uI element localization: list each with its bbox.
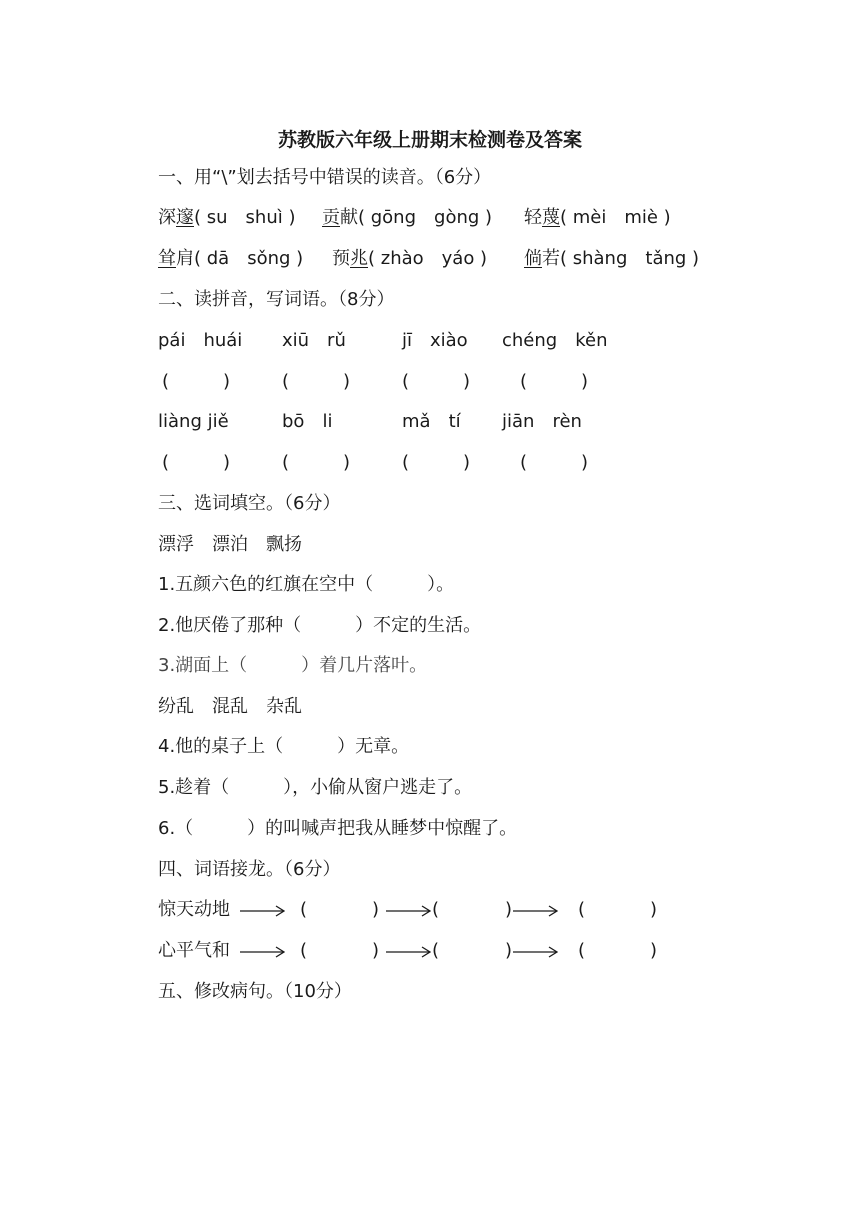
word-char: 献 xyxy=(340,207,358,228)
pinyin-prompt: liàng jiě xyxy=(158,411,229,432)
arrow-icon xyxy=(386,939,431,963)
question-2: 2.他厌倦了那种（ ）不定的生活。 xyxy=(158,615,482,636)
pinyin-options: ( shàng tǎng ) xyxy=(560,248,700,269)
arrow-icon xyxy=(513,898,558,922)
underlined-char: 耸 xyxy=(158,248,176,269)
pinyin-options: ( dā sǒng ) xyxy=(194,248,304,269)
pinyin-options: ( gōng gòng ) xyxy=(358,207,493,228)
word-choices-1: 漂浮 漂泊 飘扬 xyxy=(158,534,302,555)
word-char: 轻 xyxy=(524,207,542,228)
pinyin-options: ( zhào yáo ) xyxy=(368,248,488,269)
chain-start-word-2: 心平气和 xyxy=(158,940,230,961)
word-char: 预 xyxy=(332,248,350,269)
pinyin-prompt: bō li xyxy=(282,411,333,432)
underlined-char: 贡 xyxy=(322,207,340,228)
arrow-icon xyxy=(386,898,431,922)
arrow-icon xyxy=(240,898,285,922)
answer-blank[interactable]: ( ) xyxy=(162,371,231,392)
pinyin-item xyxy=(332,247,487,271)
blank-open-paren[interactable]: ( xyxy=(432,940,440,961)
page-title: 苏教版六年级上册期末检测卷及答案 xyxy=(277,129,582,151)
pinyin-item xyxy=(158,206,295,230)
pinyin-options: ( mèi miè ) xyxy=(560,207,671,228)
question-4: 4.他的桌子上（ ）无章。 xyxy=(158,736,410,757)
blank-open-paren[interactable]: ( xyxy=(578,899,586,920)
word-char: 若 xyxy=(542,248,560,269)
chain-start-word-1: 惊天动地 xyxy=(158,899,230,920)
pinyin-prompt: chéng kěn xyxy=(502,330,608,351)
blank-open-paren[interactable]: ( xyxy=(300,940,308,961)
answer-blank[interactable]: ( ) xyxy=(162,452,231,473)
word-char: 深 xyxy=(158,207,176,228)
answer-blank[interactable]: ( ) xyxy=(282,452,351,473)
answer-blank[interactable]: ( ) xyxy=(520,452,589,473)
underlined-char: 兆 xyxy=(350,248,368,269)
section-5-heading: 五、修改病句。（10分） xyxy=(158,981,352,1002)
pinyin-prompt: mǎ tí xyxy=(402,411,461,432)
word-char: 肩 xyxy=(176,248,194,269)
section-2-heading: 二、读拼音，写词语。（8分） xyxy=(158,289,395,310)
pinyin-item xyxy=(322,206,492,230)
pinyin-item xyxy=(524,247,699,271)
blank-close-paren[interactable]: ) xyxy=(372,940,380,961)
blank-open-paren[interactable]: ( xyxy=(578,940,586,961)
question-5: 5.趁着（ ），小偷从窗户逃走了。 xyxy=(158,777,473,798)
pinyin-prompt: xiū rǔ xyxy=(282,330,346,351)
pinyin-item xyxy=(524,206,671,230)
underlined-char: 倘 xyxy=(524,248,542,269)
blank-open-paren[interactable]: ( xyxy=(300,899,308,920)
blank-open-paren[interactable]: ( xyxy=(432,899,440,920)
arrow-icon xyxy=(513,939,558,963)
question-3: 3.湖面上（ ）着几片落叶。 xyxy=(158,655,428,676)
answer-blank[interactable]: ( ) xyxy=(520,371,589,392)
section-3-heading: 三、选词填空。（6分） xyxy=(158,493,341,514)
question-1: 1.五颜六色的红旗在空中（ ）。 xyxy=(158,574,455,595)
section-4-heading: 四、词语接龙。（6分） xyxy=(158,859,341,880)
pinyin-item xyxy=(158,247,303,271)
underlined-char: 邃 xyxy=(176,207,194,228)
answer-blank[interactable]: ( ) xyxy=(402,452,471,473)
pinyin-prompt: jī xiào xyxy=(402,330,468,351)
blank-close-paren[interactable]: ) xyxy=(505,940,513,961)
underlined-char: 蔑 xyxy=(542,207,560,228)
blank-close-paren[interactable]: ) xyxy=(650,899,658,920)
pinyin-prompt: pái huái xyxy=(158,330,243,351)
word-choices-2: 纷乱 混乱 杂乱 xyxy=(158,696,302,717)
arrow-icon xyxy=(240,939,285,963)
blank-close-paren[interactable]: ) xyxy=(650,940,658,961)
blank-close-paren[interactable]: ) xyxy=(505,899,513,920)
answer-blank[interactable]: ( ) xyxy=(402,371,471,392)
pinyin-options: ( su shuì ) xyxy=(194,207,296,228)
section-1-heading: 一、用“\”划去括号中错误的读音。（6分） xyxy=(158,167,492,188)
answer-blank[interactable]: ( ) xyxy=(282,371,351,392)
pinyin-prompt: jiān rèn xyxy=(502,411,582,432)
question-6: 6.（ ）的叫喊声把我从睡梦中惊醒了。 xyxy=(158,818,518,839)
blank-close-paren[interactable]: ) xyxy=(372,899,380,920)
